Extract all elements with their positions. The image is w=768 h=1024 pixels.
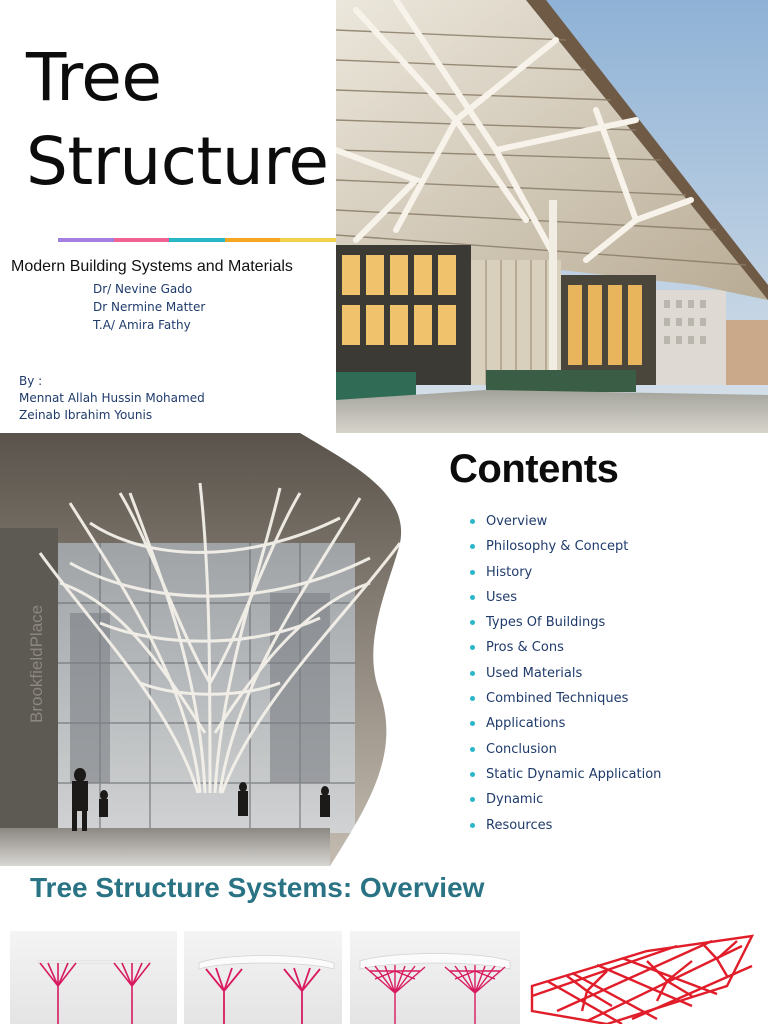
- toc-item-label: Combined Techniques: [486, 691, 629, 707]
- toc-item-label: Conclusion: [486, 741, 557, 757]
- toc-item-label: Uses: [486, 589, 518, 605]
- bullet-icon: [470, 519, 475, 524]
- toc-item[interactable]: [470, 737, 661, 762]
- overview-heading: Tree Structure Systems: Overview: [30, 872, 485, 903]
- author-name: Mennat Allah Hussin Mohamed: [19, 391, 205, 405]
- bullet-icon: [470, 747, 475, 752]
- brookfield-tree-column-photo: [0, 433, 440, 866]
- toc-item[interactable]: [470, 610, 661, 635]
- professors-list: [93, 280, 205, 334]
- toc-item[interactable]: [470, 711, 661, 736]
- author-name: Zeinab Ibrahim Younis: [19, 408, 153, 422]
- title-line-1: Tree: [26, 39, 162, 116]
- by-label: By :: [19, 374, 43, 388]
- toc-item-label: Used Materials: [486, 665, 583, 681]
- toc-item[interactable]: [470, 813, 661, 838]
- toc-item-label: Types Of Buildings: [486, 615, 606, 631]
- bullet-icon: [470, 797, 475, 802]
- divider-segment: [225, 238, 281, 242]
- toc-item[interactable]: [470, 661, 661, 686]
- toc-item-label: Applications: [486, 716, 566, 732]
- bullet-icon: [470, 595, 475, 600]
- professor-name: Dr/ Nevine Gado: [93, 282, 193, 296]
- tree-frame-model-thumbnail: [527, 931, 768, 1024]
- toc-item-label: Dynamic: [486, 792, 544, 808]
- building-canopy-photo: [336, 0, 768, 433]
- divider-segment: [280, 238, 336, 242]
- divider-segment: [58, 238, 114, 242]
- toc-item[interactable]: [470, 686, 661, 711]
- tree-model-thumbnail-3: [350, 931, 520, 1024]
- bullet-icon: [470, 570, 475, 575]
- bullet-icon: [470, 645, 475, 650]
- title-line-2: Structure: [26, 123, 329, 200]
- toc-item[interactable]: [470, 585, 661, 610]
- toc-item[interactable]: [470, 509, 661, 534]
- toc-item-label: Resources: [486, 817, 553, 833]
- divider-segment: [169, 238, 225, 242]
- toc-item-label: Pros & Cons: [486, 640, 564, 656]
- tree-model-thumbnail-2: [184, 931, 342, 1024]
- course-subtitle: Modern Building Systems and Materials: [11, 258, 293, 275]
- toc-item[interactable]: [470, 635, 661, 660]
- bullet-icon: [470, 772, 475, 777]
- slide-title: [26, 36, 329, 204]
- building-sign-text: BrookfieldPlace: [27, 604, 46, 723]
- table-of-contents: [470, 509, 661, 838]
- tree-model-thumbnail-1: [10, 931, 177, 1024]
- bullet-icon: [470, 671, 475, 676]
- contents-heading: Contents: [449, 447, 619, 491]
- toc-item-label: History: [486, 564, 533, 580]
- toc-item[interactable]: [470, 787, 661, 812]
- professor-name: Dr Nermine Matter: [93, 300, 206, 314]
- overview-slide: [0, 866, 768, 1024]
- professor-name: T.A/ Amira Fathy: [93, 318, 191, 332]
- bullet-icon: [470, 721, 475, 726]
- toc-item-label: Overview: [486, 514, 548, 529]
- toc-item[interactable]: [470, 762, 661, 787]
- bullet-icon: [470, 823, 475, 828]
- toc-item[interactable]: [470, 560, 661, 585]
- rainbow-divider: [58, 238, 336, 242]
- bullet-icon: [470, 696, 475, 701]
- title-slide: [0, 0, 768, 433]
- bullet-icon: [470, 544, 475, 549]
- authors-block: [19, 373, 205, 424]
- toc-item[interactable]: [470, 534, 661, 559]
- contents-slide: [0, 433, 768, 866]
- toc-item-label: Static Dynamic Application: [486, 766, 662, 782]
- divider-segment: [114, 238, 170, 242]
- toc-item-label: Philosophy & Concept: [486, 539, 629, 555]
- bullet-icon: [470, 620, 475, 625]
